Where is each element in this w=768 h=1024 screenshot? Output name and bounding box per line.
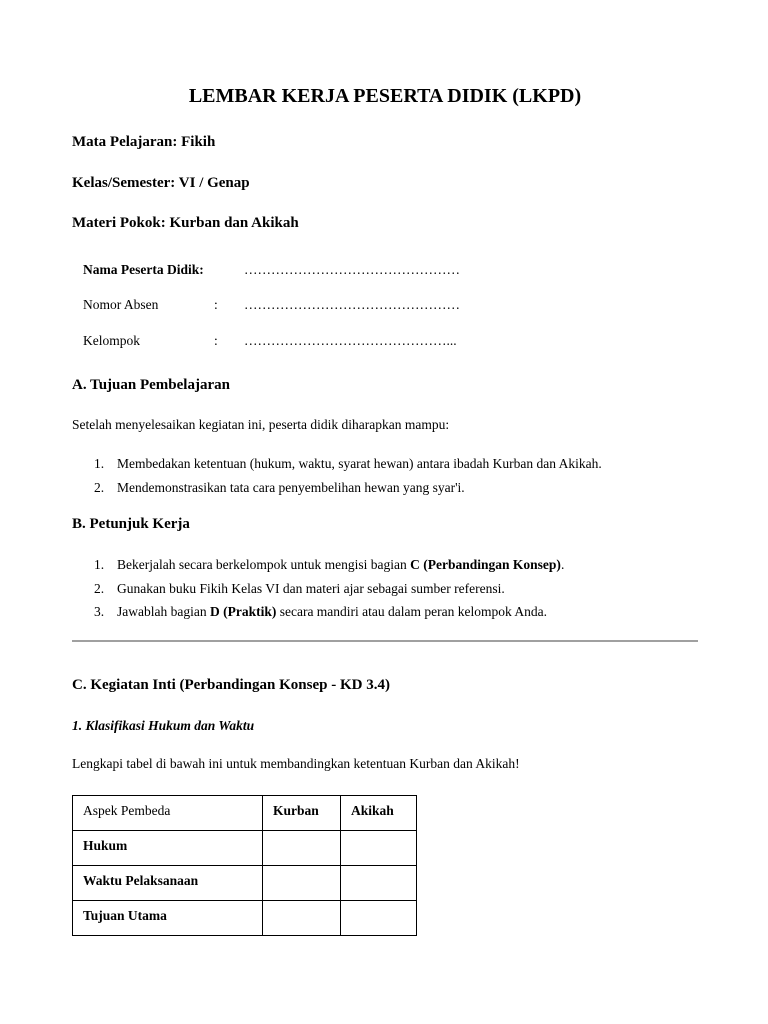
list-item: 2. Mendemonstrasikan tata cara penyembelihan hewan yang syar'i. — [94, 479, 465, 495]
table-header-row — [73, 796, 417, 831]
section-a-title: A. Tujuan Pembelajaran — [72, 377, 230, 393]
section-a-intro: Setelah menyelesaikan kegiatan ini, peserta didik diharapkan mampu: — [72, 417, 450, 432]
name-label: Nama Peserta Didik: — [83, 262, 204, 277]
horizontal-divider — [72, 640, 698, 642]
absen-fill-line[interactable]: ………………………………………… — [244, 297, 460, 312]
section-c-subtitle: 1. Klasifikasi Hukum dan Waktu — [72, 718, 255, 733]
list-item: 1. Membedakan ketentuan (hukum, waktu, syarat hewan) antara ibadah Kurban dan Akikah. — [94, 456, 602, 471]
section-c-intro: Lengkapi tabel di bawah ini untuk membandingkan ketentuan Kurban dan Akikah! — [72, 756, 520, 771]
kurban-answer-cell[interactable] — [263, 831, 341, 866]
akikah-answer-cell[interactable] — [341, 901, 417, 936]
list-item: 1. Bekerjalah secara berkelompok untuk mengisi bagian C (Perbandingan Konsep). — [94, 557, 565, 572]
class-semester-line: Kelas/Semester: VI / Genap — [72, 175, 250, 191]
kurban-answer-cell[interactable] — [263, 866, 341, 901]
table-row — [73, 901, 417, 936]
akikah-answer-cell[interactable] — [341, 866, 417, 901]
section-b-title: B. Petunjuk Kerja — [72, 516, 190, 532]
comparison-table — [72, 795, 417, 936]
akikah-answer-cell[interactable] — [341, 831, 417, 866]
section-a-list — [72, 455, 602, 502]
group-label: Kelompok — [83, 333, 140, 348]
header-kurban: Kurban — [263, 796, 341, 831]
row-aspect: Tujuan Utama — [73, 901, 263, 936]
page-title: LEMBAR KERJA PESERTA DIDIK (LKPD) — [188, 85, 582, 107]
section-c-title: C. Kegiatan Inti (Perbandingan Konsep - KD 3.4) — [72, 677, 390, 693]
absen-colon: : — [214, 297, 218, 312]
row-aspect: Hukum — [73, 831, 263, 866]
section-b-list — [72, 556, 564, 627]
topic-line: Materi Pokok: Kurban dan Akikah — [72, 215, 299, 231]
table-row — [73, 866, 417, 901]
list-item: 2. Gunakan buku Fikih Kelas VI dan materi ajar sebagai sumber referensi. — [94, 580, 505, 596]
name-fill-line[interactable]: ………………………………………… — [244, 262, 460, 277]
absen-label: Nomor Absen — [83, 297, 159, 312]
group-colon: : — [214, 333, 218, 348]
kurban-answer-cell[interactable] — [263, 901, 341, 936]
group-fill-line[interactable]: ………………………………………... — [244, 333, 457, 348]
subject-line: Mata Pelajaran: Fikih — [72, 134, 216, 150]
header-aspect: Aspek Pembeda — [73, 796, 263, 831]
row-aspect: Waktu Pelaksanaan — [73, 866, 263, 901]
list-item: 3. Jawablah bagian D (Praktik) secara mandiri atau dalam peran kelompok Anda. — [94, 604, 547, 619]
header-akikah: Akikah — [341, 796, 417, 831]
table-row — [73, 831, 417, 866]
